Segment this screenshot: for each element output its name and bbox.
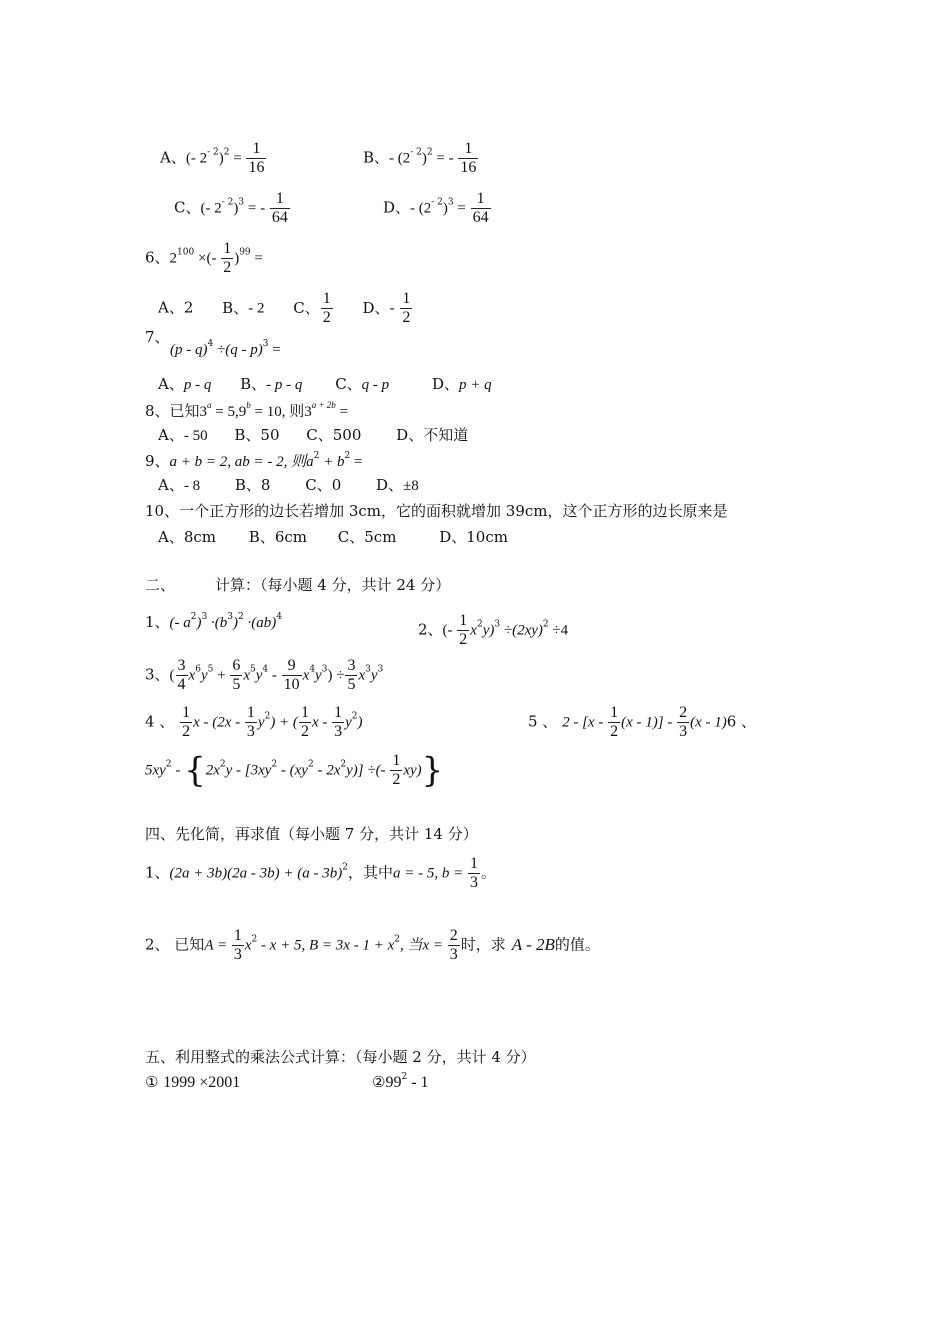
question-9: 9、a + b = 2, ab = - 2, 则$a^2 + b^2$ = (145, 451, 363, 470)
section-2-problem-4: 4 、 $\frac{1}{2}$ x - (2x - $\frac{1}{3}$ $y^2$) + ( $\frac{1}{2}$ x - $\frac{1}{3}$ $y^2$) (145, 704, 363, 740)
section-4-problem-1: 1、(2a + 3b)(2a - 3b) + (a - 3b)$^2$，其中a = - 5, b = $\frac{1}{3}$ 。 (145, 855, 497, 891)
section-2-problem-5: 5 、 2 - [x - $\frac{1}{2}$ (x - 1)] - $\frac{2}{3}$ (x - 1)6 、 (528, 704, 757, 740)
section-2-problem-2: 2、(- $\frac{1}{2}$ $x^2y)^3 \div(2xy)^2 \div 4$ (418, 612, 569, 648)
question-9-options: A、- 8 B、8 C、0 D、±8 (158, 476, 419, 494)
question-8-options: A、- 50 B、50 C、500 D、不知道 (158, 426, 469, 444)
q5-option-a: A、(- $2^{- 2})^2$ = $\frac{1}{16}$ (160, 140, 265, 176)
q5-option-d: D、- $(2^{- 2})^3$ = $\frac{1}{64}$ (383, 190, 489, 226)
question-7-options: A、p - q B、- p - q C、q - p D、p + q (158, 375, 492, 393)
left-brace-icon: { (184, 750, 206, 791)
section-4-heading: 四、先化简，再求值（每小题 7 分，共计 14 分） (145, 825, 478, 843)
section-2-problem-6: $5xy^2 - \{2x^2y - [3xy^2 - (xy^2 - 2x^2y)]$ ÷(- $\frac{1}{2}$ xy)} (145, 750, 444, 791)
question-8: 8、已知$3^a = 5,9^b = 10$, 则$3^{a + 2b}$ = (145, 400, 349, 420)
right-brace-icon: } (421, 750, 444, 791)
q5-option-b: B、- $(2^{- 2})^2$ = - $\frac{1}{16}$ (363, 140, 477, 176)
section-2-heading: 二、 计算：（每小题 4 分，共计 24 分） (145, 576, 451, 594)
section-5-heading: 五、利用整式的乘法公式计算：（每小题 2 分，共计 4 分） (145, 1048, 536, 1066)
q5-option-c: C、(- $2^{- 2})^3$ = - $\frac{1}{64}$ (174, 190, 288, 226)
question-6: 6、$2^{100}$ ×(- $\frac{1}{2}$ )$^{99}$ = (145, 240, 263, 276)
question-10: 10、一个正方形的边长若增加 3cm，它的面积就增加 39cm，这个正方形的边长原来是 (145, 502, 728, 520)
section-2-problem-1: 1、(- $a^2)^3 \cdot(b^3)^2 \cdot(ab)^4$ (145, 612, 282, 631)
section-5-problem-1: ① 1999 ×2001 (145, 1073, 241, 1091)
question-6-options: A、2 B、- 2 C、 $\frac{1}{2}$ D、- $\frac{1}{2}$ (158, 290, 411, 326)
section-2-problem-3: 3、( $\frac{3}{4}$ $x^6y^5$ + $\frac{6}{5}$ $x^5y^4$ - $\frac{9}{10}$ $x^4y^3$) ÷ $\frac{3}{5}$ $x^3y^3$ (145, 657, 384, 693)
section-4-problem-2: 2、 已知A = $\frac{1}{3}$ $x^2 - x + 5$, $B = 3x - 1 + x^2$, 当x = $\frac{2}{3}$ 时，求 A - 2B的值。 (145, 927, 600, 963)
section-5-problem-2: $②99^2 - 1$ (372, 1072, 429, 1091)
question-7: (p - q)$^4$ ÷(q - p)$^3$ = (170, 339, 281, 358)
question-10-options: A、8cm B、6cm C、5cm D、10cm (158, 528, 508, 546)
question-7-label: 7、 (145, 328, 170, 346)
